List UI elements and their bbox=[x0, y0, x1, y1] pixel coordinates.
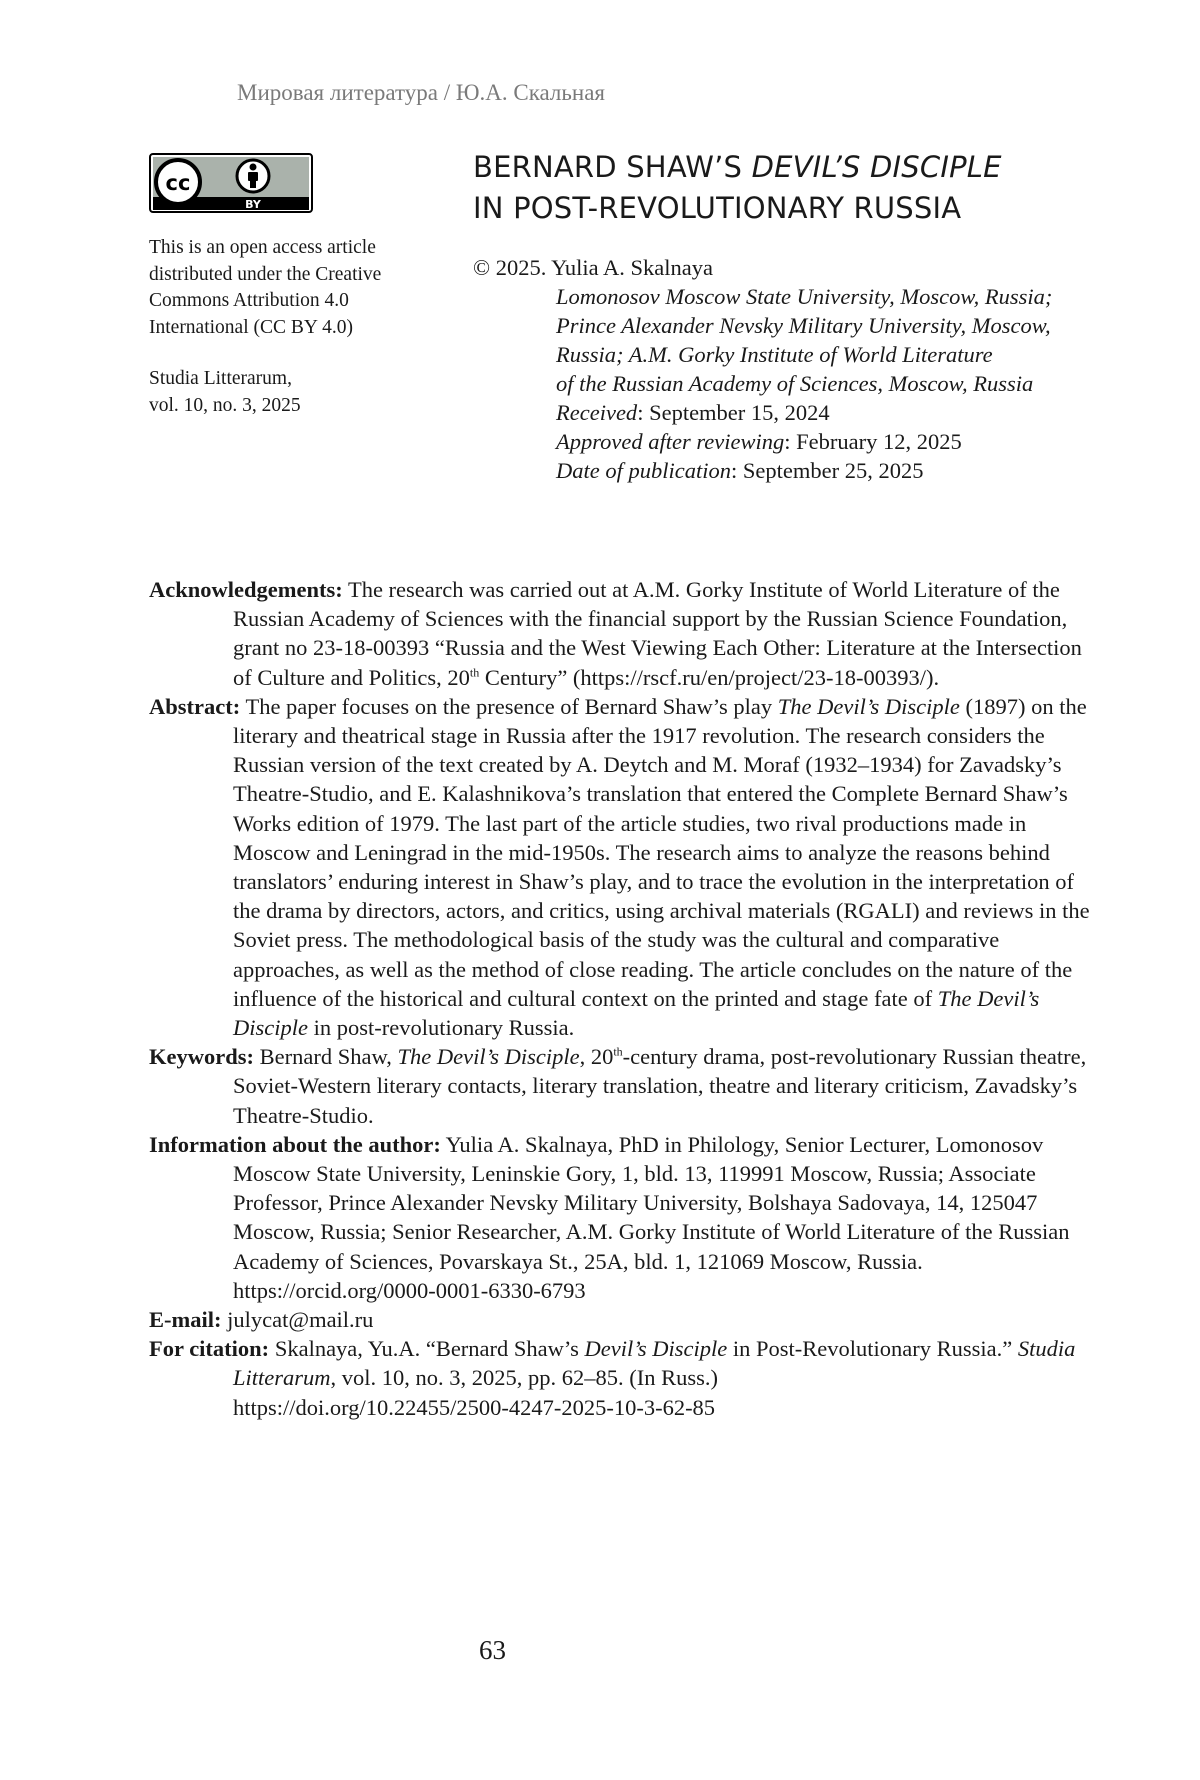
citation-doi: https://doi.org/10.22455/2500-4247-2025-10-3-62-85 bbox=[233, 1394, 716, 1420]
person-icon bbox=[237, 160, 269, 192]
author-info-text: Yulia A. Skalnaya, PhD in Philology, Senior Lecturer, Lomonosov Moscow State University, Leninskie Gory, 1, bld. 13, 119991 Moscow, Russia; Associate Professor, Prince Alexander Nevsky Military University, Bolshaya Sadovaya, 14, 125047 Moscow, Russia; Senior Researcher, A.M. Gorky Institute of World Literature of the Russian Academy of Sciences, Povarskaya St., 25A, bld. 1, 121069 Moscow, Russia. https://orcid.org/0000-0001-6330-6793 bbox=[233, 1131, 1070, 1303]
journal-issue: vol. 10, no. 3, 2025 bbox=[149, 394, 301, 416]
license-statement bbox=[149, 235, 429, 341]
citation-text-end: , vol. 10, no. 3, 2025, pp. 62–85. (In Russ.) bbox=[330, 1365, 719, 1391]
author-block bbox=[473, 253, 1093, 485]
acknowledgements-label: Acknowledgements: bbox=[149, 577, 343, 602]
date-published bbox=[473, 456, 1093, 485]
keywords-text-end: -century drama, post-revolutionary Russian theatre, Soviet-Western literary contacts, literary translation, theatre and literary criticism, Zavadsky’s Theatre-Studio. bbox=[233, 1044, 1087, 1128]
cc-icon-text: cc bbox=[165, 171, 191, 195]
author-info-label: Information about the author: bbox=[149, 1131, 441, 1157]
email-section bbox=[149, 1305, 1099, 1334]
journal-name: Studia Litterarum, bbox=[149, 368, 292, 389]
citation-journal: Studia Litterarum bbox=[233, 1336, 1076, 1391]
article-metadata bbox=[149, 575, 1099, 1422]
email-label: E-mail: bbox=[149, 1307, 222, 1333]
date-approved bbox=[473, 427, 1093, 456]
title-italic: DEVIL’S DISCIPLE bbox=[751, 150, 1002, 184]
abstract-text: The paper focuses on the presence of Bernard Shaw’s play bbox=[240, 693, 778, 719]
affiliation-line: Prince Alexander Nevsky Military University, Moscow, bbox=[556, 313, 1051, 338]
date-received bbox=[473, 398, 1093, 427]
email-value: julycat@mail.ru bbox=[221, 1307, 374, 1333]
citation-section bbox=[149, 1334, 1099, 1422]
citation-text-mid: in Post-Revolutionary Russia.” bbox=[727, 1336, 1018, 1362]
superscript: th bbox=[469, 665, 480, 680]
keywords-section bbox=[149, 1042, 1099, 1130]
abstract-text-body: (1897) on the literary and theatrical stage in Russia after the 1917 revolution. The research considers the Russian version of the text created by A. Deytch and M. Moraf (1932–1934) for Zavadsky’s Theatre-Studio, and E. Kalashnikova’s translation that entered the Complete Bernard Shaw’s Works edition of 1979. The last part of the article studies, two rival productions made in Moscow and Leningrad in the mid-1950s. The research aims to analyze the reasons behind translators’ enduring interest in Shaw’s play, and to trace the evolution in the interpretation of the drama by directors, actors, and critics, using archival materials (RGALI) and reviews in the Soviet press. The methodological basis of the study was the cultural and comparative approaches, as well as the method of close reading. The article concludes on the nature of the influence of the historical and cultural context on the printed and stage fate of bbox=[233, 693, 1090, 1011]
keywords-label: Keywords: bbox=[149, 1044, 254, 1070]
keywords-text: Bernard Shaw, bbox=[254, 1044, 398, 1070]
affiliation-line: Lomonosov Moscow State University, Moscow, Russia; bbox=[556, 284, 1053, 309]
date-value: : September 15, 2024 bbox=[637, 400, 830, 425]
cc-icon bbox=[156, 160, 200, 204]
cc-by-license-badge bbox=[149, 153, 313, 213]
affiliation-line: of the Russian Academy of Sciences, Moscow, Russia bbox=[556, 371, 1034, 396]
abstract-text-end: in post-revolutionary Russia. bbox=[307, 1015, 575, 1041]
acknowledgements-text-end: Century” (https://rscf.ru/en/project/23-18-00393/). bbox=[479, 664, 940, 690]
play-title: The Devil’s Disciple bbox=[233, 985, 1040, 1041]
affiliation-line: Russia; A.M. Gorky Institute of World Literature bbox=[556, 342, 993, 367]
running-header: Мировая литература / Ю.А. Скальная bbox=[237, 80, 605, 105]
license-line: distributed under the Creative bbox=[149, 263, 382, 285]
citation-text: Skalnaya, Yu.A. “Bernard Shaw’s bbox=[269, 1336, 585, 1362]
superscript: th bbox=[613, 1044, 623, 1059]
keywords-text-mid: , 20 bbox=[579, 1044, 614, 1070]
abstract-label: Abstract: bbox=[149, 693, 241, 719]
acknowledgements-text: The research was carried out at A.M. Gorky Institute of World Literature of the Russian Academy of Sciences with the financial support by the Russian Science Foundation, grant no 23-18-00393 “Russia and the West Viewing Each Other: Literature at the Intersection of Culture and Politics, 20 bbox=[233, 577, 1082, 690]
page-number: 63 bbox=[479, 1635, 506, 1665]
license-line: Commons Attribution 4.0 bbox=[149, 290, 349, 311]
abstract-section bbox=[149, 692, 1099, 1042]
acknowledgements-section bbox=[149, 575, 1099, 692]
license-line: International (CC BY 4.0) bbox=[149, 316, 353, 338]
date-label: Date of publication bbox=[556, 458, 731, 483]
date-label: Approved after reviewing bbox=[556, 429, 785, 454]
title-prefix: BERNARD SHAW’S bbox=[473, 150, 752, 184]
by-label: BY bbox=[245, 198, 261, 211]
play-title: The Devil’s Disciple bbox=[397, 1044, 580, 1070]
citation-title: Devil’s Disciple bbox=[584, 1336, 728, 1362]
journal-info bbox=[149, 366, 429, 419]
license-line: This is an open access article bbox=[149, 237, 376, 258]
author-info-section bbox=[149, 1130, 1099, 1305]
date-label: Received bbox=[556, 400, 638, 425]
play-title: The Devil’s Disciple bbox=[777, 693, 960, 719]
date-value: : September 25, 2025 bbox=[730, 458, 924, 483]
article-title bbox=[473, 147, 1153, 229]
citation-label: For citation: bbox=[149, 1336, 270, 1362]
date-value: : February 12, 2025 bbox=[784, 429, 962, 454]
title-line-2: IN POST-REVOLUTIONARY RUSSIA bbox=[473, 191, 962, 225]
author-copyright: © 2025. Yulia A. Skalnaya bbox=[473, 255, 713, 280]
